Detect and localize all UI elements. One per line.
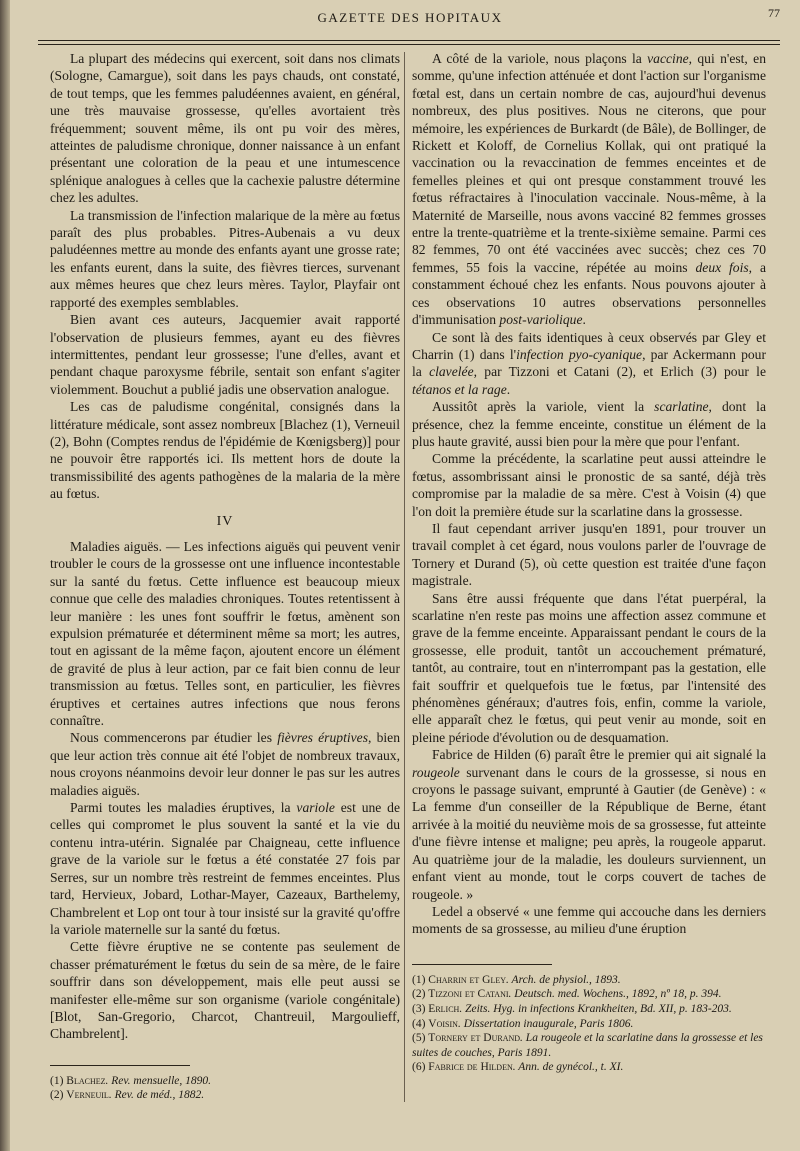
text-run: Ce sont là des faits identiques à ceux observés par Gley et Charrin (1) dans l' xyxy=(412,329,766,362)
text-run: , bien que leur action très connue ait été l'objet de nombreux travaux, nous croyons néanmoins devoir leur donner le pas sur les autres maladies aiguës. xyxy=(50,730,400,798)
text-run: Fabrice de Hilden (6) paraît être le premier qui ait signalé la xyxy=(432,747,766,763)
footnote-number: (6) xyxy=(412,1061,429,1074)
footnote-author: Voisin xyxy=(428,1017,458,1030)
text-run: A côté de la variole, nous plaçons la xyxy=(432,51,648,66)
footnote-source: . Deutsch. med. Wochens., 1892, nº 18, p. 394. xyxy=(508,988,722,1001)
italic-term: infection pyo-cyanique xyxy=(516,346,643,362)
footnote xyxy=(412,1002,766,1017)
footnote-source: . Arch. de physiol., 1893. xyxy=(506,973,621,986)
page-number: 77 xyxy=(768,6,780,20)
text-run: . xyxy=(506,381,511,397)
right-column xyxy=(412,50,766,1075)
paragraph: Cette fièvre éruptive ne se contente pas seulement de chasser prématurément le fœtus du sein de sa mère, de le faire souffrir dans son développement, mais elle peut aussi se manifester elle-même sur son organisme (variole congénitale) [Blot, San-Gregorio, Charcot, Chantreuil, Margoulieff, Chambrelent]. xyxy=(50,939,400,1042)
paragraph xyxy=(412,398,766,450)
paragraph-text: — Les infections aiguës qui peuvent venir troubler le cours de la grossesse ont une influence incontestable sur la santé du fœtus. Cette influence est beaucoup mieux connue que celle des maladies chroniques. Toutes retentissent à leur manière : les unes font souffrir le fœtus, amènent son expulsion prématurée et déterminent même sa mort; les autres, tout en agissant de la même façon, ajoutent encore un élément de gravité de plus à leur action, par ce fait bien connu de leur transmission au fœtus. Telles sont, en particulier, les fièvres éruptives et certaines autres infections que nous ferons connaître. xyxy=(50,538,400,729)
header-rule xyxy=(38,40,780,41)
paragraph: Il faut cependant arriver jusqu'en 1891, pour trouver un travail complet à cet égard, nous voulons parler de l'ouvrage de Tornery et Durand (5), où cette question est traitée d'une façon magistrale. xyxy=(412,520,766,589)
footnote-number: (2) xyxy=(412,988,429,1001)
footnote-source: . Rev. de méd., 1882. xyxy=(108,1089,205,1102)
footnote-source: . Rev. mensuelle, 1890. xyxy=(105,1074,212,1087)
footnote-number: (4) xyxy=(412,1017,429,1030)
paragraph: Bien avant ces auteurs, Jacquemier avait rapporté l'observation de plusieurs femmes, ayant eu des fièvres intermittentes, pendant leur grossesse; l'une d'elles, avant et pendant chaque paroxysme fébrile, sentait son enfant s'agiter violemment. Bouchut a publié jadis une observation analogue. xyxy=(50,312,400,397)
text-run: Nous commencerons par étudier les xyxy=(70,730,278,746)
footnote xyxy=(412,973,766,988)
italic-term: scarlatine xyxy=(654,399,709,415)
footnote-number: (3) xyxy=(412,1002,429,1015)
paragraph xyxy=(50,729,400,799)
footnote-author: Erlich xyxy=(428,1002,460,1015)
italic-term: vaccine xyxy=(647,51,689,66)
footnote-author: Tornery et Durand xyxy=(428,1032,521,1045)
paragraph-lead: Maladies aiguës. xyxy=(70,538,162,554)
footnote xyxy=(412,1060,766,1075)
paragraph xyxy=(412,50,766,329)
page-binding-edge xyxy=(0,0,10,1151)
italic-term: variole xyxy=(296,800,335,816)
footnote-author: Fabrice de Hilden xyxy=(428,1061,513,1074)
text-run: , par Ackermann pour la xyxy=(412,346,767,380)
italic-term: tétanos et la rage xyxy=(412,381,507,397)
paragraph: Comme la précédente, la scarlatine peut aussi atteindre le fœtus, assombrissant ainsi le pronostic de sa santé, déjà très compromise par la maladie de sa mère. C'est à Voisin (4) que l'on doit la première étude sur la scarlatine dans la grossesse. xyxy=(412,451,766,519)
paragraph xyxy=(50,799,400,938)
column-divider xyxy=(404,52,405,1102)
paragraph xyxy=(412,746,766,903)
text-run: survenant dans le cours de la grossesse, si nous en croyons le passage suivant, emprunté à Gautier (de Genève) : « La femme d'un conseiller de la République de Berne, étant arrivée à la moitié du neuvième mois de sa grossesse, fut atteinte d'une fièvre intense et maligne; peu après, la rougeole apparut. Au quatrième jour de la maladie, les douleurs surviennent, un enfant vient au monde, tout le corps couvert de taches de rougeole. » xyxy=(412,764,766,902)
running-header xyxy=(40,8,780,30)
text-run: Parmi toutes les maladies éruptives, la xyxy=(70,800,297,816)
text-run: , dont la présence, chez la femme enceinte, constitue un élément de la plus haute gravité, aussi bien pour la mère que pour l'enfant. xyxy=(412,399,766,449)
footnote-source: . Zeits. Hyg. in infections Krankheiten, Bd. XII, p. 183-203. xyxy=(459,1002,732,1015)
footnote-number: (1) xyxy=(412,973,429,986)
footnote xyxy=(50,1074,400,1089)
footnote xyxy=(50,1088,400,1103)
footnote-source: . Ann. de gynécol., t. XI. xyxy=(512,1061,624,1074)
paragraph: Les cas de paludisme congénital, consignés dans la littérature médicale, sont assez nombreux [Blachez (1), Verneuil (2), Bohn (Comptes rendus de l'épidémie de Kœnigsberg)] pour ne pouvoir être rapportés ici. Ils mettent hors de doute la transmissibilité des agents pathogènes de la malaria de la mère au fœtus. xyxy=(50,399,400,502)
text-run: , qui n'est, en somme, qu'une infection atténuée et dont l'action sur l'organisme fœtal est, dans un certain nombre de cas, aujourd'hui devenus nombreux, des plus positives. Nous ne citerons, que pour mémoire, les expériences de Burkardt (de Bâle), de Bollinger, de Rickett et Koloff, de Cornelius Kollak, qui ont pratiqué la vaccination ou la revaccination de femmes enceintes et de femelles pleines et qui ont presque constamment trouvé les fœtus réfractaires à l'inoculation vaccinale. Nous-même, à la Maternité de Marseille, nous avons vacciné 82 femmes grosses entre la trente-quatrième et la trente-sixième semaine. Parmi ces 82 femmes, 70 ont été vaccinées avec succès; chez ces 70 femmes, 55 fois la vaccine, répétée au moins xyxy=(412,51,766,275)
italic-term: rougeole xyxy=(412,764,460,780)
text-run: est une de celles qui compromet le plus souvent la santé et la vie du contenu intra-utérin. Signalée par Chaigneau, cette influence grave de la variole sur le fœtus a été constatée 27 fois par Serres, sur un nombre très restreint de femmes enceintes. Plus tard, Hervieux, Jobard, Lothar-Mayer, Cazeaux, Barthelemy, Chambrelent et Lop ont tour à tour insisté sur la gravité qu'offre la variole maternelle sur la santé du fœtus. xyxy=(50,800,400,937)
footnote-source: . Dissertation inaugurale, Paris 1806. xyxy=(457,1017,634,1030)
journal-title: GAZETTE DES HOPITAUX xyxy=(317,10,503,25)
header-rule-thin xyxy=(38,44,780,45)
footnote-number: (2) xyxy=(50,1089,67,1102)
footnote-author: Tizzoni et Catani xyxy=(428,988,509,1001)
paragraph: La transmission de l'infection malarique de la mère au fœtus paraît des plus probables. Pitres-Aubenais a vu deux paludéennes mettre au monde des enfants ayant une grosse rate; les enfants eurent, dans la suite, des fièvres tierces, survenant aux mêmes heures que chez leurs mères. Taylor, Playfair ont rapporté des exemples semblables. xyxy=(50,207,400,310)
footnote-number: (5) xyxy=(412,1032,429,1045)
footnote-rule xyxy=(412,964,552,965)
paragraph: La plupart des médecins qui exercent, soit dans nos climats (Sologne, Camargue), soit dans les pays chauds, ont constaté, de tout temps, que les femmes paludéennes avaient, en général, une très mauvaise grossesse, qu'elles avortaient très fréquemment; souvent même, ils ont pu voir des mères, atteintes de paludisme chronique, donner naissance à un enfant présentant une coloration de la peau et une intumescence splénique analogues à celles que la cachexie palustre détermine chez les adultes. xyxy=(50,51,400,206)
footnote-author: Blachez xyxy=(66,1074,106,1087)
paragraph xyxy=(50,538,400,729)
footnote-author: Verneuil xyxy=(66,1089,109,1102)
section-heading: IV xyxy=(216,513,234,529)
italic-term: post-variolique xyxy=(499,312,583,328)
footnote-rule xyxy=(50,1065,190,1066)
italic-term: fièvres éruptives xyxy=(277,730,368,746)
italic-term: deux fois xyxy=(695,259,749,275)
footnote-source: . La rougeole et la scarlatine dans la grossesse et les suites de couches, Paris 1891. xyxy=(412,1032,763,1059)
text-run: , a constamment échoué chez les enfants. Nous pouvons ajouter à ces observations 10 autres observations personnelles d'immunisation xyxy=(412,259,766,328)
footnote-number: (1) xyxy=(50,1074,67,1087)
italic-term: clavelée xyxy=(429,364,474,380)
paragraph: Sans être aussi fréquente que dans l'état puerpéral, la scarlatine n'en reste pas moins une affection assez commune et grave de la femme enceinte. Apparaissant pendant le cours de la grossesse, elle produit, tantôt un accouchement prématuré, tantôt, au contraire, tout en n'interrompant pas la gestation, elle fait souffrir et quelquefois tue le fœtus, par l'intensité des phénomènes généraux; d'autres fois, enfin, comme la variole, elle apparaît chez le fœtus, qui peut venir au monde, soit en pleine période d'évolution ou de desquamation. xyxy=(412,590,766,745)
text-run: Aussitôt après la variole, vient la xyxy=(432,399,655,415)
text-run: . xyxy=(582,312,586,328)
paragraph: Ledel a observé « une femme qui accouche dans les derniers moments de sa grossesse, au milieu d'une éruption xyxy=(412,903,766,937)
text-run: , par Tizzoni et Catani (2), et Erlich (3) pour le xyxy=(473,364,766,380)
footnote xyxy=(412,987,766,1002)
left-column xyxy=(50,50,400,1103)
footnote-author: Charrin et Gley xyxy=(428,973,507,986)
paragraph xyxy=(412,329,766,399)
footnote xyxy=(412,1031,766,1060)
footnote xyxy=(412,1017,766,1032)
